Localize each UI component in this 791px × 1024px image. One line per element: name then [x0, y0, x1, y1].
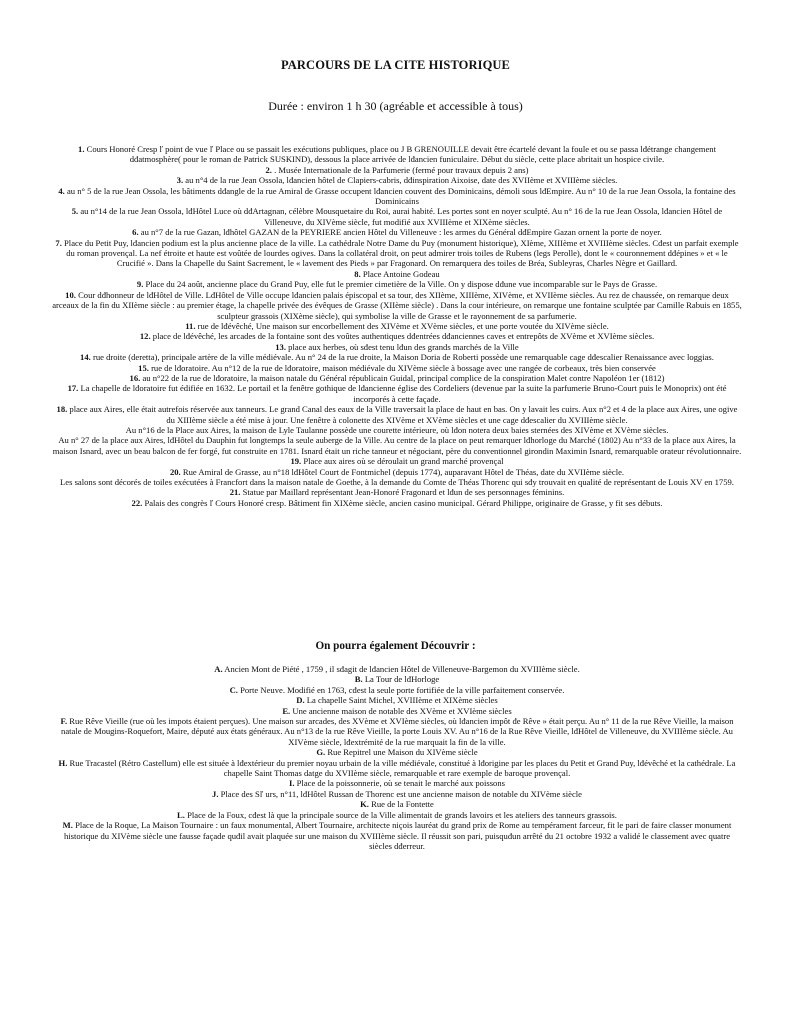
discover-item	[52, 789, 742, 799]
discover-item-number: C.	[229, 684, 238, 695]
itinerary-item-text: Palais des congrès ľ Cours Honoré cresp. Bâtiment fin XIXème siècle, ancien casino municipal. Gérard Philippe, originaire de Grasse, y fit ses débuts.	[144, 497, 663, 508]
itinerary-item-number: 14.	[80, 352, 91, 363]
itinerary-item	[52, 269, 742, 279]
itinerary-item-text: Cour dđhonneur de lđHôtel de Ville. LđHôtel de Ville occupe lđancien palais épiscopal et sa tour, des XIIème, XIIIème, XIVème, et XVIIème siècles. Au rez de chaussée, on remarque deux arceaux de la fin du XIIème siècle : au premier étage, la chapelle privée des évêques de Grasse (XIIème siècle) . Dans la cour intérieure, on remarque une fontaine sculptée par Camille Rabuis en 1855, sculpteur grassois (XIXème siècle), qui symbolise la ville de Grasse et le rayonnement de sa parfumerie.	[52, 289, 742, 321]
discover-item-text: La Tour de lđHorloge	[364, 674, 440, 685]
itinerary-list	[52, 144, 742, 508]
itinerary-item	[52, 467, 742, 477]
itinerary-item-number: 22.	[131, 497, 143, 508]
itinerary-item	[52, 498, 742, 508]
discover-item-number: H.	[58, 757, 68, 768]
discover-item	[52, 706, 742, 716]
itinerary-item-text: Les salons sont décorés de toiles exécutées à Francfort dans la maison natale de Goethe, à la demande du Comte de Théas Thorenc qui sđy trouvait en qualité de représentant de Louis XV en 1759.	[60, 477, 734, 487]
discover-list	[52, 664, 742, 851]
itinerary-item	[52, 144, 742, 165]
itinerary-item-text: . Musée Internationale de la Parfumerie (fermé pour travaux depuis 2 ans)	[274, 164, 529, 175]
itinerary-item	[52, 456, 742, 466]
itinerary-item-number: 20.	[169, 466, 181, 477]
itinerary-item	[52, 342, 742, 352]
itinerary-item-number: 6.	[132, 227, 139, 238]
itinerary-item-text: rue droite (deretta), principale artère de la ville médiévale. Au n° 24 de la rue droite, la Maison Doria de Roberti possède une remarquable cage dđescalier Renaissance avec loggias.	[92, 352, 714, 363]
discover-item-text: Rue Tracastel (Rétro Castellum) elle est située à lđextérieur du premier noyau urbain de la ville médiévale, constitué à lđorigine par les places du Petit et Grand Puy, lđévêché et la cathédrale. La chapelle Saint Thomas datge du XVIIème siècle, remarquable et rare exemple de baroque provençal.	[69, 757, 736, 779]
itinerary-item	[52, 477, 742, 487]
itinerary-item-number: 18.	[56, 404, 68, 415]
itinerary-item-text: au n° 5 de la rue Jean Ossola, les bâtiments dđangle de la rue Amiral de Grasse occupent lđancien couvent des Dominicains, démoli sous lđEmpire. Au n° 10 de la rue Jean Ossola, la fontaine des Dominicains	[66, 185, 736, 207]
discover-item-text: Place de la Foux, cđest là que la principale source de la Ville alimentait de grands lavoirs et les ateliers des tanneurs grassois.	[187, 809, 617, 820]
itinerary-item-text: La chapelle de lđoratoire fut édifiée en 1632. Le portail et la fenêtre gothique de lđancienne église des Cordeliers (devenue par la suite la parfumerie Bruno-Court puis le Monoprix) ont été incorporés à cette façade.	[80, 383, 727, 404]
itinerary-item	[52, 487, 742, 497]
itinerary-item-text: Place du 24 août, ancienne place du Grand Puy, elle fut le premier cimetière de la Ville. On y dispose dđune vue incomparable sur le Pays de Grasse.	[145, 279, 658, 290]
itinerary-item-number: 2.	[265, 164, 272, 175]
itinerary-item-number: 1.	[78, 144, 85, 154]
discover-item-text: Porte Neuve. Modifié en 1763, cđest la seule porte fortifiée de la ville parfaitement conservée.	[240, 684, 565, 695]
itinerary-item-number: 10.	[65, 289, 76, 300]
discover-item-number: A.	[214, 664, 223, 674]
discover-item	[52, 820, 742, 851]
itinerary-item-text: Statue par Maillard représentant Jean-Honoré Fragonard et lđun de ses personnages féminins.	[242, 487, 565, 498]
itinerary-item-number: 5.	[71, 206, 79, 217]
itinerary-item	[52, 290, 742, 321]
itinerary-item-number: 9.	[136, 279, 144, 290]
discover-item-text: La chapelle Saint Michel, XVIIIème et XIXème siècles	[306, 695, 498, 706]
itinerary-item-text: Cours Honoré Cresp ľ point de vue ľ Place ou se passait les exécutions publiques, place ou J B GRENOUILLE devait être écartelé devant la foule et ou se passa lđétrange changement dđatmosphère( pour le roman de Patrick SUSKIND), dessous la place arrivée de lđancien funiculaire. Début du siècle, cette place abritait un hospice civile.	[86, 144, 716, 165]
discover-item-text: Rue Repitrel une Maison du XIVème siècle	[327, 747, 478, 758]
itinerary-item	[52, 383, 742, 404]
itinerary-item-text: place aux herbes, où sđest tenu lđun des grands marchés de la Ville	[288, 341, 519, 352]
discover-item	[52, 674, 742, 684]
itinerary-item	[52, 363, 742, 373]
itinerary-item	[52, 435, 742, 456]
itinerary-item	[52, 352, 742, 362]
itinerary-item	[52, 165, 742, 175]
itinerary-item	[52, 175, 742, 185]
discover-item	[52, 758, 742, 779]
page-title: PARCOURS DE LA CITE HISTORIQUE	[281, 58, 510, 72]
itinerary-item-text: au n°14 de la rue Jean Ossola, lđHôtel Luce où dđArtagnan, célèbre Mousquetaire du Roi, aurai habité. Les portes sont en noyer sculpté. Au n° 16 de la rue Jean Ossola, lđancien Hôtel de Villeneuve, du XIVème siècle, fut modifié aux XVIIIème et XIXème siècles.	[80, 206, 723, 227]
itinerary-item	[52, 331, 742, 341]
discover-heading: On pourra également Découvrir :	[315, 640, 476, 652]
discover-item-text: Une ancienne maison de notable des XVème et XVIème siècles	[292, 705, 512, 716]
itinerary-item-text: Place Antoine Godeau	[362, 268, 440, 279]
discover-item-text: Rue Rêve Vieille (rue où les impots étaient perçues). Une maison sur arcades, des XVème et XVIème siècles, où lđancien impôt đe Rêve » était perçu. Au n° 11 de la rue Rêve Vieille, la maison natale de Mougins-Roquefort, Maire, député aux états généraux. Au n°13 de la rue Rêve Vieille, la porte Louis XV. Au n°16 de la Rue Rêve Vieille, lđHôtel de Villeneuve, du XVIIIème siècle. Au XIVème siècle, lđextrémité de la rue marquait la fin de la ville.	[61, 716, 734, 747]
itinerary-item-number: 21.	[229, 487, 241, 498]
discover-item-number: M.	[62, 820, 73, 831]
itinerary-item-number: 17.	[67, 383, 79, 394]
itinerary-item	[52, 238, 742, 269]
discover-item-number: L.	[177, 809, 185, 820]
discover-item-number: I.	[289, 778, 295, 789]
itinerary-item-text: au n°22 de la rue de lđoratoire, la maison natale du Général républicain Guidal, principal complice de la conspiration Malet contre Napoléon 1er (1812)	[142, 372, 665, 383]
itinerary-item	[52, 227, 742, 237]
itinerary-item	[52, 186, 742, 207]
itinerary-item-number: 16.	[129, 372, 141, 383]
itinerary-item-text: place de lđévêché, les arcades de la fontaine sont des voûtes authentiques dđentrées dđanciennes caves et entrepôts de XVème et XVIème siècles.	[152, 331, 655, 342]
itinerary-item-text: rue de lđévêché, Une maison sur encorbellement des XIVème et XVème siècles, et une porte voutée du XIVème siècle.	[197, 320, 609, 331]
itinerary-item-number: 11.	[185, 320, 196, 331]
discover-item-text: Place des Sľ urs, n°11, lđHôtel Russan de Thorenc est une ancienne maison de notable du XIVème siècle	[220, 788, 582, 799]
discover-item-number: J.	[212, 788, 219, 799]
discover-item	[52, 810, 742, 820]
itinerary-item	[52, 404, 742, 425]
itinerary-item	[52, 425, 742, 435]
itinerary-item-number: 13.	[275, 341, 286, 352]
itinerary-item-number: 7.	[55, 237, 62, 248]
discover-item-number: K.	[360, 799, 369, 810]
discover-item-number: E.	[282, 705, 291, 716]
itinerary-item	[52, 373, 742, 383]
itinerary-item-text: au n°4 de la rue Jean Ossola, lđancien hôtel de Clapiers-cabris, dđinspiration Aixoise, date des XVIIème et XVIIIème siècles.	[185, 175, 618, 186]
itinerary-item	[52, 321, 742, 331]
discover-item-text: Place de la poissonnerie, où se tenait le marché aux poissons	[296, 778, 505, 789]
itinerary-item-number: 19.	[290, 456, 302, 467]
discover-item	[52, 695, 742, 705]
itinerary-item-number: 4.	[58, 185, 65, 196]
itinerary-item-text: Rue Amiral de Grasse, au n°18 lđHôtel Court de Fontmichel (depuis 1774), auparavant Hôtel de Théas, date du XVIIème siècle.	[182, 466, 625, 477]
itinerary-item-text: Place aux aires où se déroulait un grand marché provençal	[303, 456, 504, 467]
itinerary-item-text: au n°7 de la rue Gazan, lđhôtel GAZAN de la PEYRIERE ancien Hôtel du Villeneuve : les armes du Général dđEmpire Gazan ornent la porte de noyer.	[140, 227, 662, 238]
itinerary-item-text: place aux Aires, elle était autrefois réservée aux tanneurs. Le grand Canal des eaux de la Ville traversait la place de haut en bas. On y lavait les cuirs. Aux n°2 et 4 de la place aux Aires, une ogive du XIIIème siècle a été mise à jour. Une fenêtre à colonette des XIVème et XVème siècles et une cage dđescalier du XVIIIème siècle.	[69, 404, 738, 425]
discover-item	[52, 747, 742, 757]
itinerary-item	[52, 279, 742, 289]
discover-item-number: G.	[316, 747, 326, 758]
itinerary-item	[52, 206, 742, 227]
discover-item-number: B.	[354, 674, 363, 685]
discover-item-number: D.	[296, 695, 305, 706]
itinerary-item-text: rue de lđoratoire. Au n°12 de la rue de lđoratoire, maison médiévale du XIVème siècle à bossage avec une rangée de corbeaux, très bien conservée	[151, 362, 656, 373]
discover-item	[52, 685, 742, 695]
itinerary-item-text: Au n°16 de la Place aux Aires, la maison de Lyle Taulanne possède une courette intérieure, où lđon notera deux baies sternées des XIVème et XVème siècles.	[125, 424, 669, 435]
discover-item-text: Place de la Roque, La Maison Tournaire : un faux monumental, Albert Tournaire, architecte niçois lauréat du grand prix de Rome au tempérament farceur, fit le pari de faire classer monument historique du XIVème siècle une fausse façade quđil avait plaquée sur une maison du XVIIIème siècle. Il réussit son pari, puisquđun arrêté du 21 octobre 1932 a validé le classement avec quatre siècles dđerreur.	[63, 820, 732, 851]
discover-item	[52, 664, 742, 674]
itinerary-item-text: Place du Petit Puy, lđancien podium est la plus ancienne place de la ville. La cathédrale Notre Dame du Puy (monument historique), XIème, XIIIème et XVIIIème siècles. Cđest un parfait exemple du roman provençal. La nef étroite et haute est voûtée de lourdes ogives. Dans la collatéral droit, on peut admirer trois toiles de Rubens (legs Perolle), dont le « couronnement dđépines » et « le Crucifié ». Dans la Chapelle du Saint Sacrement, le « lavement des Pieds » par Fragonard. On remarquera des toiles de Bréa, Subleyras, Charles Nègre et Gaillard.	[64, 237, 739, 269]
itinerary-item-number: 15.	[138, 362, 149, 373]
discover-item	[52, 778, 742, 788]
discover-item-number: F.	[60, 716, 68, 727]
discover-item	[52, 716, 742, 747]
itinerary-item-number: 12.	[139, 331, 151, 342]
discover-item	[52, 799, 742, 809]
itinerary-item-text: Au n° 27 de la place aux Aires, lđHôtel du Dauphin fut longtemps la seule auberge de la Ville. Au centre de la place on peut remarquer lđhorloge du Marché (1802) Au n°33 de la place aux Aires, la maison Isnard, avec un beau balcon de fer forgé, fut construite en 1781. Isnard était un riche tanneur et négociant, père du conventionnel girondin Maximin Isnard, remarquable orateur révolutionnaire.	[52, 435, 742, 456]
itinerary-item-number: 3.	[176, 175, 184, 186]
itinerary-item-number: 8.	[354, 268, 361, 279]
discover-item-text: Ancien Mont de Piété , 1759 , il sđagit de lđancien Hôtel de Villeneuve-Bargemon du XVIIIème siècle.	[224, 664, 580, 674]
discover-item-text: Rue de la Fontette	[371, 799, 434, 810]
page-subtitle: Durée : environ 1 h 30 (agréable et accessible à tous)	[268, 99, 523, 113]
